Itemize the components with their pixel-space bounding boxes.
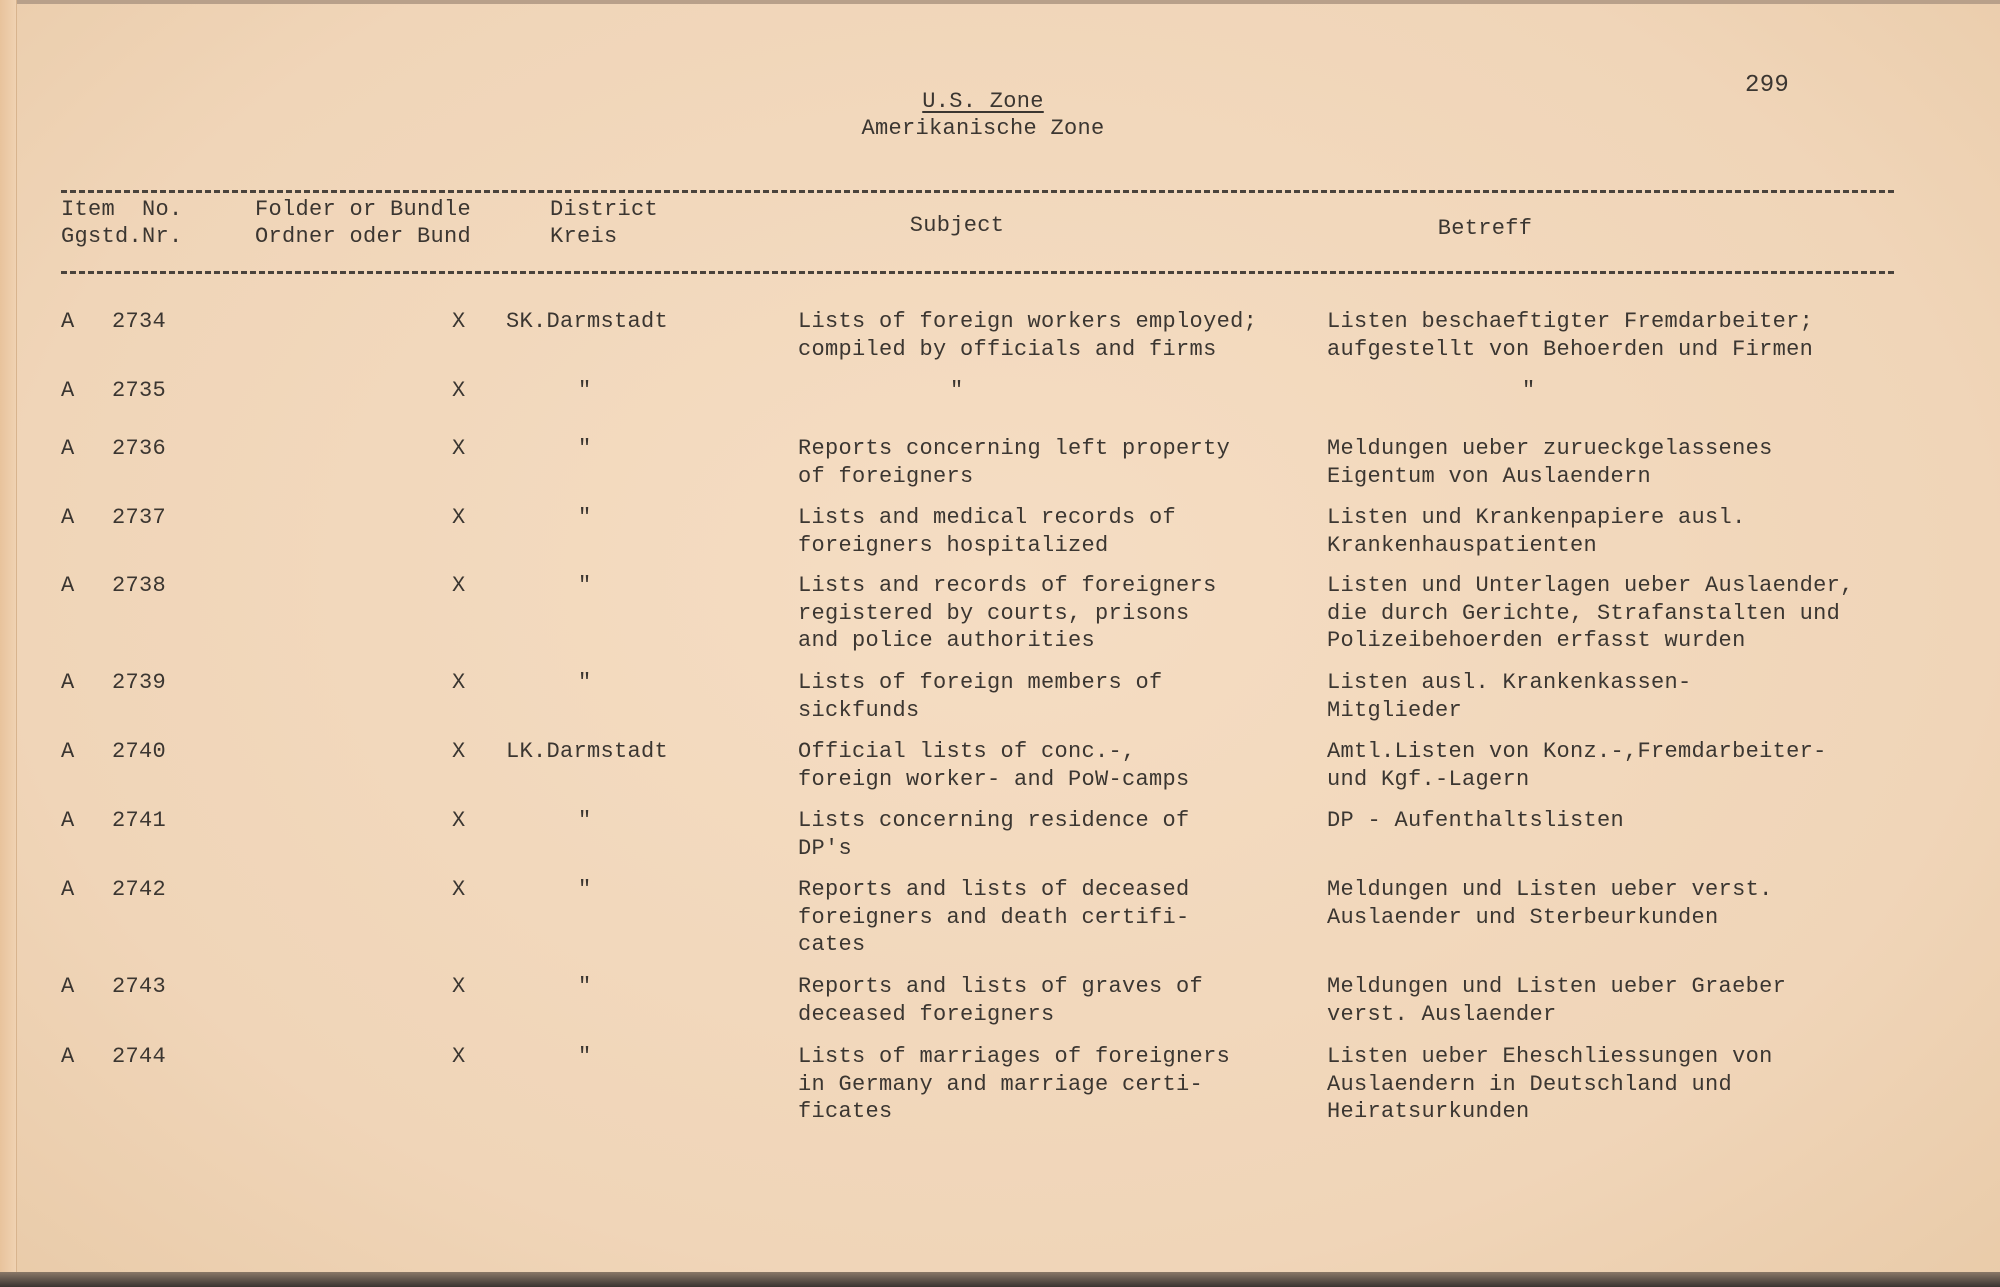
district: " [578,974,592,999]
item-number: 2741 [112,808,167,833]
district: " [578,436,592,461]
betreff: Meldungen und Listen ueber Graeber verst. Auslaender [1327,974,1787,1027]
col-header-district-en: District [550,197,659,222]
col-header-item-de: Ggstd.Nr. [61,224,183,249]
item-number: 2734 [112,309,167,334]
subject: Lists of foreign members of sickfunds [798,670,1163,723]
item-prefix: A [61,505,75,530]
betreff: Meldungen und Listen ueber verst. Auslaender und Sterbeurkunden [1327,877,1773,930]
col-header-folder-de: Ordner oder Bund [255,224,472,249]
subject: Lists of foreign workers employed; compiled by officials and firms [798,309,1258,362]
page-number: 299 [1745,72,1790,99]
folder-mark: X [452,378,466,403]
betreff: Amtl.Listen von Konz.-,Fremdarbeiter- und Kgf.-Lagern [1327,739,1827,792]
item-prefix: A [61,378,75,403]
col-header-subject: Subject [909,213,1005,238]
header-top-rule [61,190,1894,193]
folder-mark: X [452,877,466,902]
folder-mark: X [452,309,466,334]
header-bottom-rule [61,271,1894,274]
item-prefix: A [61,877,75,902]
subject: Reports and lists of graves of deceased foreigners [798,974,1204,1027]
col-header-betreff: Betreff [1437,216,1533,241]
district: " [578,808,592,833]
item-number: 2736 [112,436,167,461]
district: " [578,877,592,902]
district: " [578,670,592,695]
district: " [578,1044,592,1069]
betreff: Meldungen ueber zurueckgelassenes Eigentum von Auslaendern [1327,436,1773,489]
folder-mark: X [452,670,466,695]
folder-mark: X [452,974,466,999]
item-prefix: A [61,670,75,695]
district: SK.Darmstadt [506,309,669,334]
district: " [578,505,592,530]
item-number: 2742 [112,877,167,902]
betreff: Listen und Krankenpapiere ausl. Krankenhauspatienten [1327,505,1746,558]
item-prefix: A [61,974,75,999]
item-prefix: A [61,309,75,334]
item-number: 2743 [112,974,167,999]
binding-edge [0,0,17,1287]
folder-mark: X [452,436,466,461]
item-number: 2735 [112,378,167,403]
col-header-item-en: Item No. [61,197,183,222]
item-number: 2744 [112,1044,167,1069]
betreff: Listen beschaeftigter Fremdarbeiter; aufgestellt von Behoerden und Firmen [1327,309,1814,362]
item-prefix: A [61,739,75,764]
col-header-district-de: Kreis [550,224,618,249]
zone-title: U.S. Zone [922,89,1044,114]
item-prefix: A [61,1044,75,1069]
subject: " [950,378,964,403]
subject: Lists and records of foreigners registered by courts, prisons and police authorities [798,573,1217,653]
item-number: 2737 [112,505,167,530]
subject: Official lists of conc.-, foreign worker- and PoW-camps [798,739,1190,792]
betreff: Listen ausl. Krankenkassen- Mitglieder [1327,670,1692,723]
district: LK.Darmstadt [506,739,669,764]
subject: Lists and medical records of foreigners hospitalized [798,505,1177,558]
folder-mark: X [452,808,466,833]
subject: Reports and lists of deceased foreigners and death certifi- cates [798,877,1190,957]
item-number: 2739 [112,670,167,695]
item-prefix: A [61,436,75,461]
item-prefix: A [61,808,75,833]
folder-mark: X [452,573,466,598]
betreff: Listen und Unterlagen ueber Auslaender, die durch Gerichte, Strafanstalten und Polizeibehoerden erfasst wurden [1327,573,1854,653]
page-top-edge [0,0,2000,4]
betreff: DP - Aufenthaltslisten [1327,808,1625,833]
page-bottom-edge [0,1272,2000,1287]
item-prefix: A [61,573,75,598]
subject: Lists concerning residence of DP's [798,808,1190,861]
district: " [578,378,592,403]
subject: Reports concerning left property of foreigners [798,436,1231,489]
zone-subtitle: Amerikanische Zone [861,116,1105,141]
folder-mark: X [452,739,466,764]
col-header-folder-en: Folder or Bundle [255,197,472,222]
district: " [578,573,592,598]
betreff: Listen ueber Eheschliessungen von Auslaendern in Deutschland und Heiratsurkunden [1327,1044,1773,1124]
betreff: " [1522,378,1536,403]
folder-mark: X [452,505,466,530]
item-number: 2740 [112,739,167,764]
item-number: 2738 [112,573,167,598]
folder-mark: X [452,1044,466,1069]
subject: Lists of marriages of foreigners in Germany and marriage certi- ficates [798,1044,1231,1124]
